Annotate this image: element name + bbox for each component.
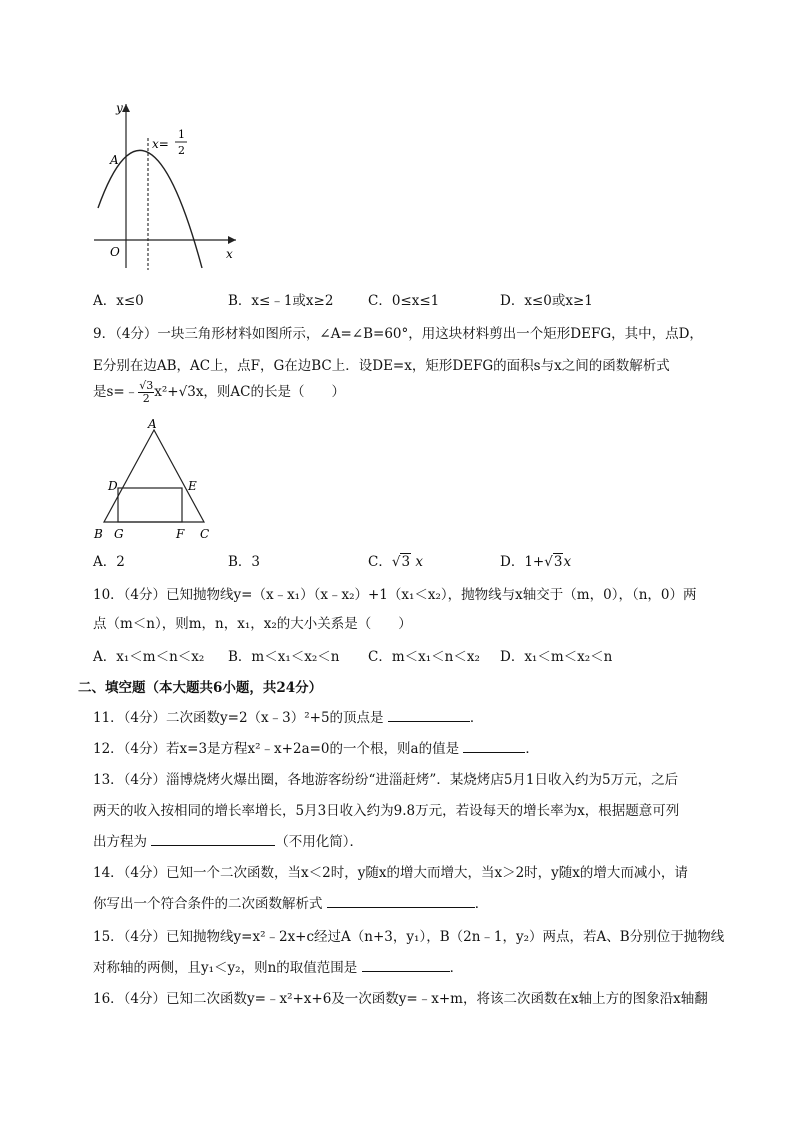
q9-line3-sqrt: √3 [178, 384, 196, 400]
parabola-graph [90, 98, 245, 273]
q9-fraction-denominator: 2 [142, 392, 150, 405]
q10-option-d: D．x₁＜m＜x₂＜n [500, 649, 613, 665]
q9-option-c [368, 550, 423, 570]
triangle-figure [88, 416, 223, 544]
section-title: 二、填空题（本大题共6小题，共24分） [78, 680, 323, 696]
q14-line2-suffix: ． [474, 896, 489, 912]
q10-line2: 点（m＜n），则m，n，x₁，x₂的大小关系是（ ） [93, 616, 412, 632]
q12-answer-blank[interactable] [463, 740, 525, 753]
q9-option-d-suffix: x [563, 554, 572, 570]
origin-label: O [110, 245, 120, 259]
q8-option-b: B．x≤﹣1或x≥2 [228, 293, 334, 309]
label-c: C [200, 527, 210, 541]
q9-option-d [500, 550, 571, 570]
q9-line3-prefix: 是s=﹣ [93, 384, 139, 400]
label-f: F [176, 527, 185, 541]
q9-line3-mid: x²+ [154, 384, 179, 400]
q15-line2-suffix: ． [449, 960, 464, 976]
q14-line2-prefix: 你写出一个符合条件的二次函数解析式 [93, 896, 323, 912]
q13-line3-suffix: （不用化简）． [275, 834, 364, 850]
sqrt-icon: √ [544, 554, 553, 570]
q9-option-c-prefix: C． [368, 554, 392, 570]
q9-option-b: B．3 [228, 554, 261, 570]
q13-line2: 两天的收入按相同的增长率增长，5月3日收入约为9.8万元，若设每天的增长率为x，根据题意可列 [93, 803, 680, 819]
q9-option-c-radicand: 3 [401, 554, 411, 570]
label-b: B [94, 527, 103, 541]
symmetry-axis-numerator: 1 [178, 128, 185, 141]
symmetry-axis-equation: x= [152, 137, 169, 151]
label-e: E [188, 479, 197, 493]
q9-fraction [138, 380, 154, 405]
label-d: D [108, 479, 118, 493]
q10-option-c: C．m＜x₁＜n＜x₂ [368, 649, 480, 665]
q9-option-d-prefix: D．1+ [500, 554, 545, 570]
q9-option-c-suffix: x [411, 554, 423, 570]
sqrt-icon: √ [391, 554, 401, 570]
q9-option-a: A．2 [93, 554, 125, 570]
q11 [93, 706, 483, 726]
q14-line1: 14．（4分）已知一个二次函数，当x＜2时，y随x的增大而增大，当x＞2时，y随x的增大而减小，请 [93, 865, 688, 881]
q11-text: 11．（4分）二次函数y=2（x﹣3）²+5的顶点是 [93, 710, 384, 726]
q11-end: ． [469, 710, 484, 726]
q15-line2 [93, 956, 463, 976]
q12 [93, 737, 539, 757]
q9-option-d-radicand: 3 [553, 554, 563, 570]
q8-option-a: A．x≤0 [93, 293, 144, 309]
q14-line2 [93, 892, 488, 912]
q10-option-a: A．x₁＜m＜n＜x₂ [93, 649, 205, 665]
q9-line3 [93, 380, 345, 405]
q10-option-b: B．m＜x₁＜x₂＜n [228, 649, 340, 665]
point-a-label: A [110, 153, 119, 167]
q9-line3-suffix: x，则AC的长是（ ） [195, 384, 346, 400]
q15-answer-blank[interactable] [362, 959, 450, 972]
q10-line1: 10．（4分）已知抛物线y=（x﹣x₁）（x﹣x₂）+1（x₁＜x₂），抛物线与x轴交于（m，0），（n，0）两 [93, 587, 697, 603]
label-g: G [114, 527, 124, 541]
q13-line3 [93, 830, 363, 850]
q13-answer-blank[interactable] [151, 833, 275, 846]
q8-option-c: C．0≤x≤1 [368, 293, 440, 309]
q8-option-d: D．x≤0或x≥1 [500, 293, 593, 309]
q16-line1: 16．（4分）已知二次函数y=﹣x²+x+6及一次函数y=﹣x+m，将该二次函数在x轴上方的图象沿x轴翻 [93, 991, 708, 1007]
q9-fraction-numerator: √3 [139, 379, 154, 392]
q9-line1: 9．（4分）一块三角形材料如图所示，∠A=∠B=60°，用这块材料剪出一个矩形DEFG，其中，点D， [93, 326, 703, 342]
q15-line1: 15．（4分）已知抛物线y=x²﹣2x+c经过A（n+3，y₁），B（2n﹣1，y₂）两点，若A、B分别位于抛物线 [93, 929, 725, 945]
q15-line2-prefix: 对称轴的两侧，且y₁＜y₂，则n的取值范围是 [93, 960, 358, 976]
symmetry-axis-denominator: 2 [178, 144, 185, 157]
q12-text: 12．（4分）若x=3是方程x²﹣x+2a=0的一个根，则a的值是 [93, 741, 460, 757]
label-a: A [148, 417, 157, 431]
q11-answer-blank[interactable] [388, 709, 470, 722]
q13-line3-prefix: 出方程为 [93, 834, 147, 850]
y-axis-label: y [116, 101, 123, 115]
q12-end: ． [525, 741, 539, 757]
q14-answer-blank[interactable] [327, 895, 475, 908]
q9-line2: E分别在边AB，AC上，点F，G在边BC上．设DE=x，矩形DEFG的面积s与x之间的函数解析式 [93, 358, 670, 374]
q13-line1: 13．（4分）淄博烧烤火爆出圈，各地游客纷纷“进淄赶烤”．某烧烤店5月1日收入约为5万元，之后 [93, 772, 679, 788]
x-axis-label: x [226, 247, 233, 261]
